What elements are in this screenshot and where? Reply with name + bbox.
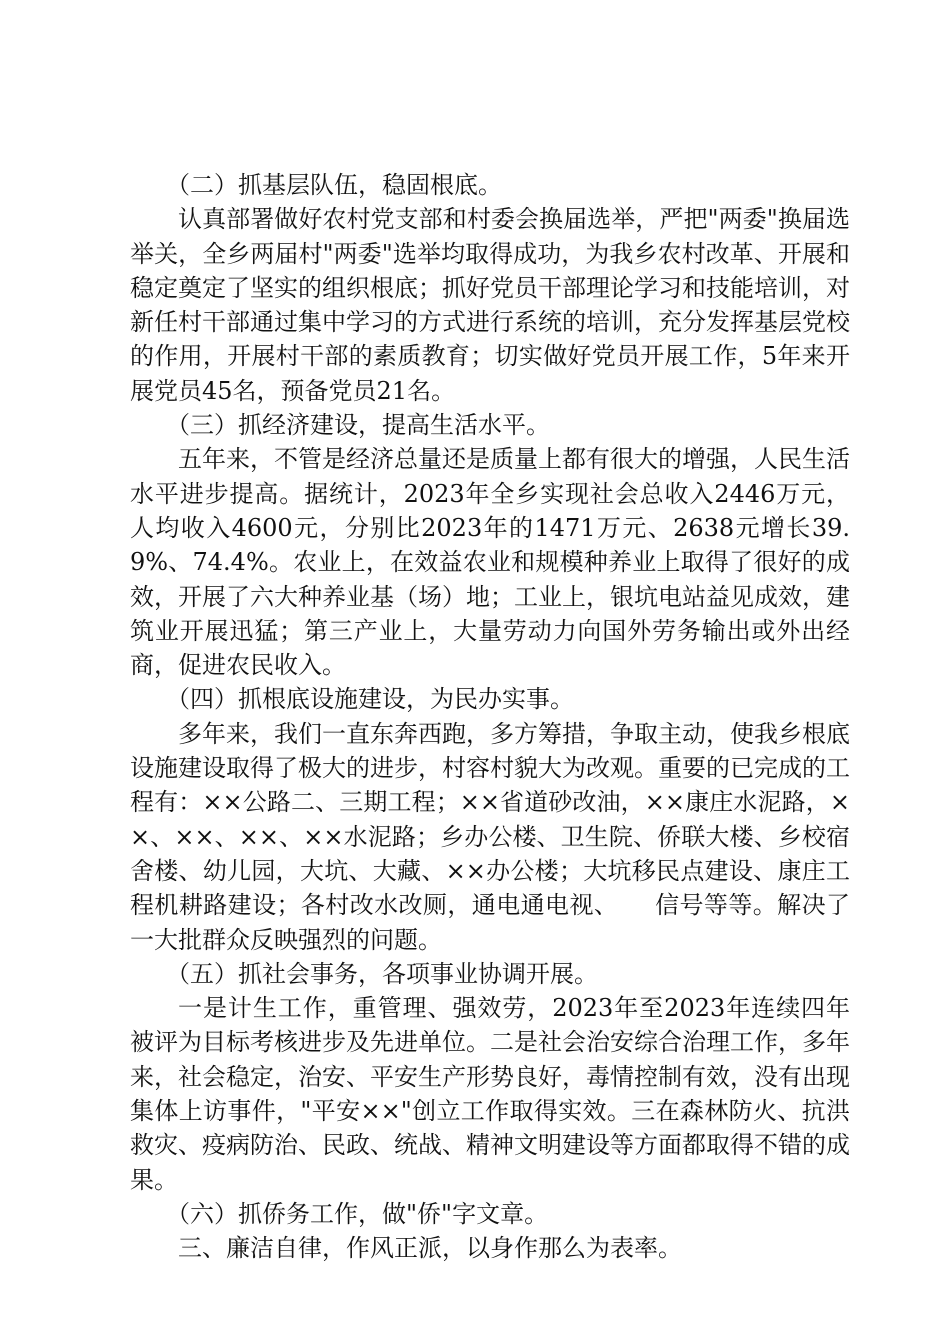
section-body-3: 五年来，不管是经济总量还是质量上都有很大的增强，人民生活水平进步提高。据统计，2023年全乡实现社会总收入2446万元，人均收入4600元，分别比2023年的1471万元、2638元增长39.9%、74.4%。农业上，在效益农业和规模种养业上取得了很好的成效，开展了六大种养业基（场）地；工业上，银坑电站益见成效，建筑业开展迅猛；第三产业上，大量劳动力向国外劳务输出或外出经商，促进农民收入。 (130, 445, 850, 680)
section-heading-2: （二）抓基层队伍，稳固根底。 (166, 171, 502, 199)
section-heading-4: （四）抓根底设施建设，为民办实事。 (166, 685, 574, 714)
section-heading-5: （五）抓社会事务，各项事业协调开展。 (166, 959, 598, 988)
chapter-heading-3: 三、廉洁自律，作风正派，以身作那么为表率。 (178, 1234, 682, 1263)
document-body (130, 168, 850, 1266)
section-heading-3: （三）抓经济建设，提高生活水平。 (166, 411, 550, 440)
section-body-5: 一是计生工作，重管理、强效劳，2023年至2023年连续四年被评为目标考核进步及先进单位。二是社会治安综合治理工作，多年来，社会稳定，治安、平安生产形势良好，毒情控制有效，没有出现集体上访事件，"平安××"创立工作取得实效。三在森林防火、抗洪救灾、疫病防治、民政、统战、精神文明建设等方面都取得不错的成果。 (130, 994, 850, 1194)
section-body-2: 认真部署做好农村党支部和村委会换届选举，严把"两委"换届选举关，全乡两届村"两委"选举均取得成功，为我乡农村改革、开展和稳定奠定了坚实的组织根底；抓好党员干部理论学习和技能培训，对新任村干部通过集中学习的方式进行系统的培训，充分发挥基层党校的作用，开展村干部的素质教育；切实做好党员开展工作，5年来开展党员45名，预备党员21名。 (130, 205, 850, 405)
section-body-4: 多年来，我们一直东奔西跑，多方筹措，争取主动，使我乡根底设施建设取得了极大的进步，村容村貌大为改观。重要的已完成的工程有：××公路二、三期工程；××省道砂改油，××康庄水泥路，××、××、××、××水泥路；乡办公楼、卫生院、侨联大楼、乡校宿舍楼、幼儿园，大坑、大藏、××办公楼；大坑移民点建设、康庄工程机耕路建设；各村改水改厕，通电通电视、 信号等等。解决了一大批群众反映强烈的问题。 (130, 719, 850, 954)
section-heading-6: （六）抓侨务工作，做"侨"字文章。 (166, 1199, 549, 1228)
